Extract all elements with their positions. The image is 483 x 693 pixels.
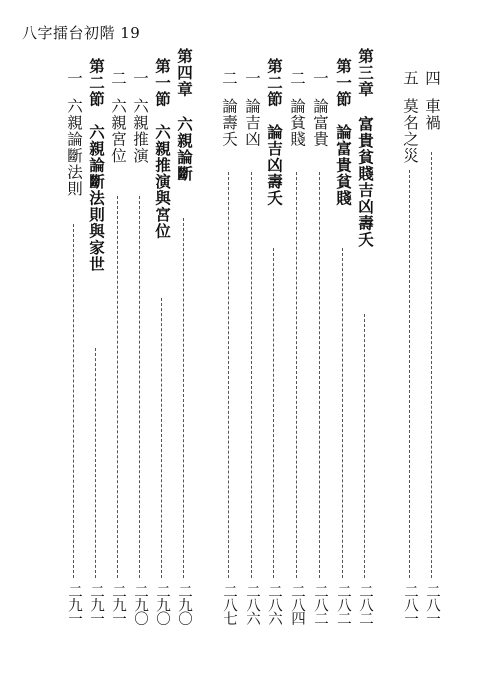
toc-ch4-s1-1[interactable] (128, 58, 152, 662)
chapter-title: 富貴貧賤吉凶壽夭 (356, 116, 375, 248)
toc-entry-page: 二八二 (335, 584, 351, 625)
toc-entry-number: 五 (401, 70, 419, 87)
toc-ch4-section-1[interactable] (150, 58, 174, 662)
dot-leader (409, 170, 410, 578)
toc-ch4-s2-1[interactable] (62, 58, 86, 662)
toc-entry-number: 一 (131, 70, 149, 87)
toc-ch3-section-2[interactable] (262, 58, 286, 662)
toc-ch3-s1-2[interactable] (285, 58, 309, 662)
toc-entry-number: 一 (243, 70, 261, 87)
dot-leader (342, 248, 343, 578)
toc-entry-page: 二九一 (66, 584, 82, 625)
section-number: 第二節 (87, 58, 106, 108)
chapter-number: 第三章 (356, 48, 375, 98)
toc-entry-page: 二八四 (289, 584, 305, 625)
toc-entry-page: 二八一 (424, 584, 440, 625)
section-title: 六親論斷法則與家世 (87, 124, 106, 273)
toc-entry-title: 論富貴 (311, 98, 329, 148)
dot-leader (228, 172, 229, 578)
running-header: 八字擂台初階 19 (22, 24, 141, 42)
dot-leader (431, 152, 432, 578)
toc-ch3-s1-1[interactable] (308, 58, 332, 662)
dot-leader (161, 298, 162, 578)
toc-entry-page: 二八七 (221, 584, 237, 625)
toc-ch3-s2-2[interactable] (217, 58, 241, 662)
toc-entry-title: 論吉凶 (243, 98, 261, 148)
toc-entry-title: 六親推演 (131, 98, 149, 164)
dot-leader (117, 196, 118, 578)
dot-leader (251, 172, 252, 578)
toc-entry-page: 二九一 (110, 584, 126, 625)
dot-leader (296, 172, 297, 578)
toc-chapter-4[interactable] (172, 48, 196, 662)
toc-entry-page: 二八一 (402, 584, 418, 625)
toc-entry-title: 六親論斷法則 (65, 98, 83, 197)
toc-entry-page: 二八六 (266, 584, 282, 625)
dot-leader (273, 248, 274, 578)
dot-leader (95, 348, 96, 578)
toc-entry-number: 一 (311, 70, 329, 87)
toc-entry-title: 論貧賤 (288, 98, 306, 148)
dot-leader (139, 196, 140, 578)
chapter-number: 第四章 (175, 48, 194, 98)
toc-entry-page: 二八二 (357, 584, 373, 625)
toc-entry-page: 二八六 (244, 584, 260, 625)
toc-chapter-3[interactable] (353, 48, 377, 662)
section-title: 論吉凶壽夭 (265, 124, 284, 207)
dot-leader (364, 314, 365, 578)
toc-entry-title: 論壽夭 (220, 98, 238, 148)
toc-entry-title: 車禍 (423, 98, 441, 131)
toc-entry-title: 六親宮位 (109, 98, 127, 164)
toc-ch3-s2-1[interactable] (240, 58, 264, 662)
section-title: 六親推演與宮位 (153, 124, 172, 240)
toc-entry-unnamed-disaster[interactable] (398, 58, 422, 662)
dot-leader (319, 172, 320, 578)
toc-entry-car-accident[interactable] (420, 58, 444, 662)
dot-leader (183, 218, 184, 578)
toc-entry-number: 二 (288, 70, 306, 87)
toc-ch3-section-1[interactable] (331, 58, 355, 662)
toc-entry-page: 二九〇 (132, 584, 148, 625)
chapter-title: 六親論斷 (175, 116, 194, 182)
toc-entry-page: 二九〇 (176, 584, 192, 625)
toc-entry-title: 莫名之災 (401, 98, 419, 164)
toc-ch4-s1-2[interactable] (106, 58, 130, 662)
section-number: 第一節 (153, 58, 172, 108)
toc-entry-page: 二八二 (312, 584, 328, 625)
dot-leader (73, 224, 74, 578)
section-number: 第二節 (265, 58, 284, 108)
section-number: 第一節 (334, 58, 353, 108)
toc-entry-number: 二 (220, 70, 238, 87)
toc-entry-page: 二九一 (88, 584, 104, 625)
toc-ch4-section-2[interactable] (84, 58, 108, 662)
section-title: 論富貴貧賤 (334, 124, 353, 207)
toc-entry-number: 四 (423, 70, 441, 87)
toc-entry-number: 二 (109, 70, 127, 87)
toc-entry-number: 一 (65, 70, 83, 87)
toc-entry-page: 二九〇 (154, 584, 170, 625)
